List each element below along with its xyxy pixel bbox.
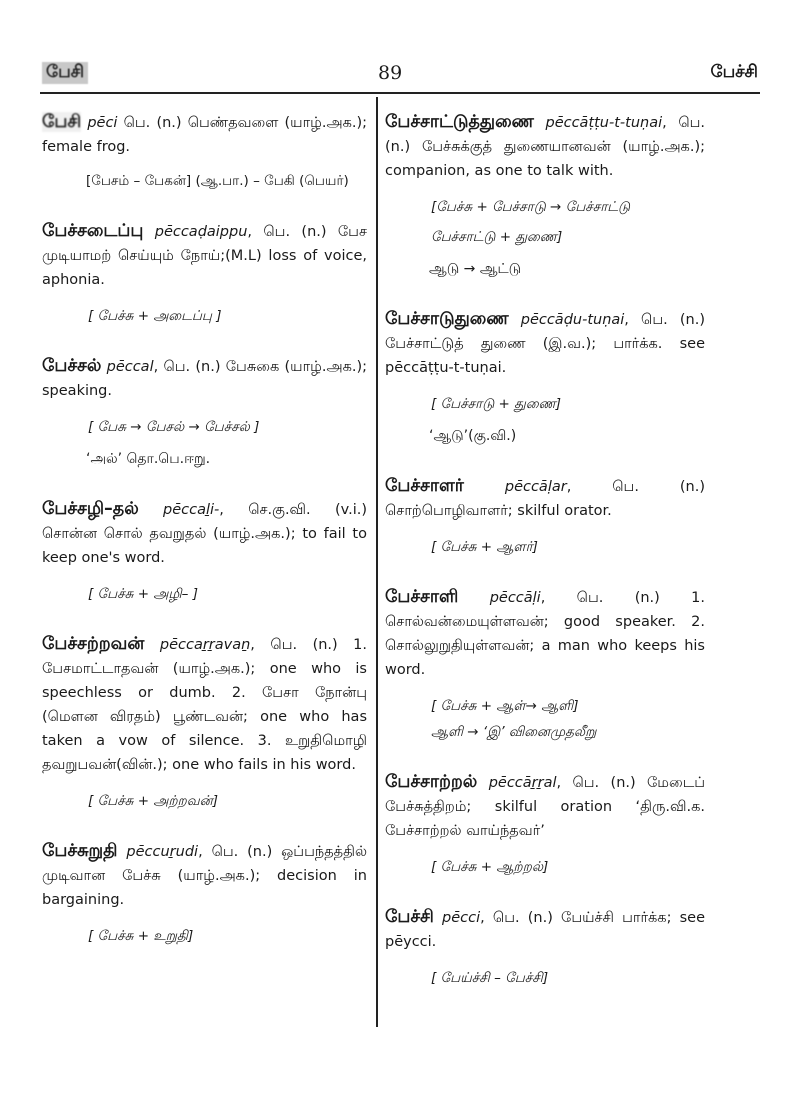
entry-transliteration: pēccaṟṟavaṉ bbox=[159, 637, 251, 653]
dictionary-entry: பேச்சழி–தல் pēccaḻi-, செ.கு.வி. (v.i.) சொன்ன சொல் தவறுதல் (யாழ்.அக.); to fail to keep one's word. [ பேச்சு + அழி– ] bbox=[42, 497, 367, 606]
dictionary-entry: பேச்சாளி pēccāḷi, பெ. (n.) 1. சொல்வன்மையுள்ளவன்; good speaker. 2. சொல்லுறுதியுள்ளவன்; a man who keeps his word. [ பேச்சு + ஆள்→ ஆளி] ஆளி → ‘இ’ வினைமுதலீறு bbox=[385, 585, 705, 744]
entry-definition: செ.கு.வி. (v.i.) சொன்ன சொல் தவறுதல் (யாழ்.அக.); to fail to keep one's word. bbox=[42, 502, 367, 566]
entry-etymology: [ பேச்சு + அற்றவன்] bbox=[88, 793, 219, 809]
dictionary-entry: பேச்சல் pēccal, பெ. (n.) பேசுகை (யாழ்.அக.); speaking. [ பேசு → பேசல் → பேச்சல் ] ‘அல்’ தொ.பெ.ஈறு. bbox=[42, 354, 367, 471]
header-guide-word-left: பேசி bbox=[42, 62, 88, 84]
entry-definition: பெ. (n.) பெண்தவளை (யாழ்.அக.); female frog. bbox=[42, 115, 368, 155]
entry-transliteration: pēccāḷar bbox=[504, 479, 567, 495]
entry-etymology: [ பேச்சு + ஆற்றல்] bbox=[431, 859, 549, 875]
entry-headword: பேசி bbox=[42, 112, 82, 132]
entry-definition: பெ. (n.) பேச்சாட்டுத் துணை (இ.வ.); பார்க்க. see pēccāṭṭu-t-tuṇai. bbox=[385, 312, 705, 376]
entry-etymology: [ பேச்சாடு + துணை] bbox=[431, 396, 562, 412]
entry-headword: பேச்சாட்டுத்துணை bbox=[385, 112, 534, 132]
entry-definition: பெ. (n.) 1. பேசமாட்டாதவன் (யாழ்.அக.); one who is speechless or dumb. 2. பேசா நோன்பு (மௌன விரதம்) பூண்டவன்; one who has taken a vow of silence. 3. உறுதிமொழி தவறுபவன்(வின்.); one who fails in his word. bbox=[42, 637, 368, 773]
header-guide-word-right: பேச்சி bbox=[710, 62, 758, 82]
entry-note: ‘அல்’ தொ.பெ.ஈறு. bbox=[86, 451, 211, 467]
entry-transliteration: pēci bbox=[87, 115, 118, 131]
page-number: 89 bbox=[378, 62, 403, 84]
entry-etymology: [பேசம் – பேகன்] (ஆ.பா.) – பேகி (பெயர்) bbox=[86, 173, 349, 189]
right-column bbox=[385, 110, 705, 1016]
entry-etymology: [பேச்சு + பேச்சாடு → பேச்சாட்டு bbox=[431, 199, 631, 215]
entry-definition: பெ. (n.) ஒப்பந்தத்தில் முடிவான பேச்சு (யாழ்.அக.); decision in bargaining. bbox=[42, 844, 367, 908]
entry-note: ‘ஆடு’(கு.வி.) bbox=[429, 428, 517, 444]
dictionary-entry: பேச்சாளர் pēccāḷar, பெ. (n.) சொற்பொழிவாளர்; skilful orator. [ பேச்சு + ஆளர்] bbox=[385, 474, 705, 559]
entry-etymology-continued: ஆளி → ‘இ’ வினைமுதலீறு bbox=[431, 724, 597, 740]
entry-etymology: [ பேச்சு + உறுதி] bbox=[88, 928, 194, 944]
entry-headword: பேச்சாற்றல் bbox=[385, 772, 478, 792]
entry-transliteration: pēcci bbox=[442, 910, 481, 926]
page-header bbox=[0, 60, 800, 90]
entry-transliteration: pēccāḍu-tuṇai bbox=[520, 312, 625, 328]
entry-definition: பெ. (n.) பேச முடியாமற் செய்யும் நோய்;(M.L) loss of voice, aphonia. bbox=[42, 224, 367, 288]
entry-etymology-continued: பேச்சாட்டு + துணை] bbox=[431, 229, 563, 245]
dictionary-entry: பேச்சி pēcci, பெ. (n.) பேய்ச்சி பார்க்க; see pēycci. [ பேய்ச்சி – பேச்சி] bbox=[385, 905, 705, 990]
entry-definition: பெ. (n.) மேடைப் பேச்சுத்திறம்; skilful oration ‘திரு.வி.க. பேச்சாற்றல் வாய்ந்தவர்’ bbox=[385, 775, 706, 839]
dictionary-entry: பேச்சாடுதுணை pēccāḍu-tuṇai, பெ. (n.) பேச்சாட்டுத் துணை (இ.வ.); பார்க்க. see pēccāṭṭu-t-tuṇai. [ பேச்சாடு + துணை] ‘ஆடு’(கு.வி.) bbox=[385, 307, 705, 448]
entry-etymology: [ பேச்சு + அடைப்பு ] bbox=[88, 308, 222, 324]
entry-definition: பெ. (n.) பேசுகை (யாழ்.அக.); speaking. bbox=[42, 359, 368, 399]
entry-headword: பேச்சாடுதுணை bbox=[385, 309, 509, 329]
entry-headword: பேச்சாளி bbox=[385, 587, 459, 607]
entry-transliteration: pēccuṟudi bbox=[126, 844, 199, 860]
dictionary-entry bbox=[42, 110, 367, 193]
entry-transliteration: pēccaḍaippu bbox=[154, 224, 248, 240]
dictionary-entry: பேச்சாற்றல் pēccāṟṟal, பெ. (n.) மேடைப் பேச்சுத்திறம்; skilful oration ‘திரு.வி.க. பேச்சாற்றல் வாய்ந்தவர்’ [ பேச்சு + ஆற்றல்] bbox=[385, 770, 705, 879]
entry-headword: பேச்சற்றவன் bbox=[42, 634, 145, 654]
entry-transliteration: pēccal bbox=[106, 359, 154, 375]
dictionary-entry: பேச்சடைப்பு pēccaḍaippu, பெ. (n.) பேச முடியாமற் செய்யும் நோய்;(M.L) loss of voice, aphonia. [ பேச்சு + அடைப்பு ] bbox=[42, 219, 367, 328]
entry-definition: பெ. (n.) பேய்ச்சி பார்க்க; see pēycci. bbox=[385, 910, 706, 950]
dictionary-entry: பேச்சாட்டுத்துணை pēccāṭṭu-t-tuṇai, பெ. (n.) பேச்சுக்குத் துணையானவன் (யாழ்.அக.); companion, as one to talk with. [பேச்சு + பேச்சாடு → பேச்சாட்டு பேச்சாட்டு + துணை] ஆடு → ஆட்டு bbox=[385, 110, 705, 281]
dictionary-entry: பேச்சற்றவன் pēccaṟṟavaṉ, பெ. (n.) 1. பேசமாட்டாதவன் (யாழ்.அக.); one who is speechless or dumb. 2. பேசா நோன்பு (மௌன விரதம்) பூண்டவன்; one who has taken a vow of silence. 3. உறுதிமொழி தவறுபவன்(வின்.); one who fails in his word. [ பேச்சு + அற்றவன்] bbox=[42, 632, 367, 813]
entry-definition: பெ. (n.) சொற்பொழிவாளர்; skilful orator. bbox=[385, 479, 706, 519]
dictionary-entry: பேச்சுறுதி pēccuṟudi, பெ. (n.) ஒப்பந்தத்தில் முடிவான பேச்சு (யாழ்.அக.); decision in bargaining. [ பேச்சு + உறுதி] bbox=[42, 839, 367, 948]
entry-etymology: [ பேசு → பேசல் → பேச்சல் ] bbox=[88, 419, 260, 435]
entry-headword: பேச்சல் bbox=[42, 356, 102, 376]
entry-transliteration: pēccāḷi bbox=[489, 590, 541, 606]
entry-headword: பேச்சடைப்பு bbox=[42, 221, 144, 241]
entry-definition: பெ. (n.) பேச்சுக்குத் துணையானவன் (யாழ்.அக.); companion, as one to talk with. bbox=[385, 115, 705, 179]
entry-definition: பெ. (n.) 1. சொல்வன்மையுள்ளவன்; good speaker. 2. சொல்லுறுதியுள்ளவன்; a man who keeps his word. bbox=[385, 590, 706, 678]
left-column bbox=[42, 110, 367, 974]
entry-etymology: [ பேச்சு + ஆளர்] bbox=[431, 539, 538, 555]
column-divider bbox=[376, 97, 378, 1027]
header-rule bbox=[40, 92, 760, 94]
entry-headword: பேச்சுறுதி bbox=[42, 841, 118, 861]
entry-transliteration: pēccāṟṟal bbox=[488, 775, 557, 791]
entry-note: ஆடு → ஆட்டு bbox=[429, 261, 522, 277]
entry-headword: பேச்சழி–தல் bbox=[42, 499, 139, 519]
entry-etymology: [ பேச்சு + ஆள்→ ஆளி] bbox=[431, 698, 579, 714]
entry-headword: பேச்சி bbox=[385, 907, 434, 927]
entry-etymology: [ பேச்சு + அழி– ] bbox=[88, 586, 198, 602]
entry-headword: பேச்சாளர் bbox=[385, 476, 464, 496]
entry-transliteration: pēccaḻi- bbox=[163, 502, 220, 518]
entry-etymology: [ பேய்ச்சி – பேச்சி] bbox=[431, 970, 549, 986]
entry-transliteration: pēccāṭṭu-t-tuṇai bbox=[545, 115, 663, 131]
